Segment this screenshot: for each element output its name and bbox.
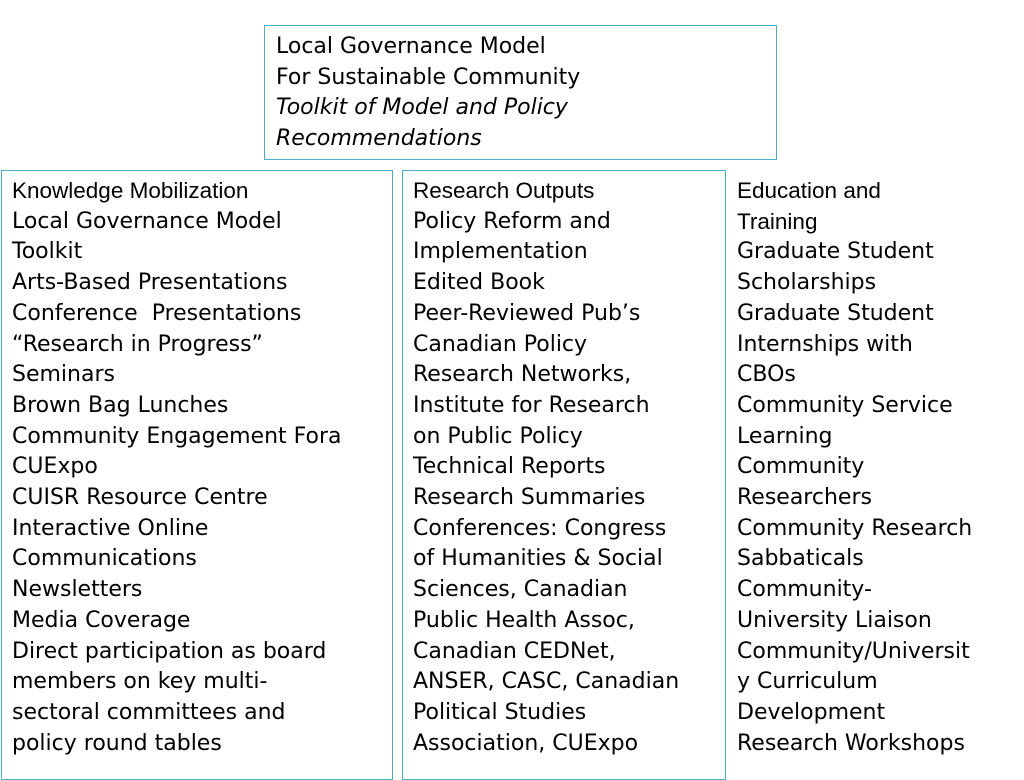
list-item: Direct participation as board — [12, 638, 327, 664]
list-item: Brown Bag Lunches — [12, 392, 229, 418]
subtitle-line-2: Recommendations — [276, 125, 482, 151]
list-item: ANSER, CASC, Canadian — [413, 669, 680, 695]
list-item: Implementation — [413, 239, 588, 265]
education-training-list — [737, 237, 1023, 759]
education-training-box — [726, 170, 1024, 780]
list-item: Research Workshops — [737, 730, 965, 756]
list-item: Sabbaticals — [737, 546, 864, 572]
research-outputs-heading: Research Outputs — [413, 178, 595, 203]
list-item: Conference Presentations — [12, 300, 302, 326]
list-item: Public Health Assoc, — [413, 607, 635, 633]
list-item: policy round tables — [12, 730, 222, 756]
title-box — [264, 25, 777, 160]
list-item: y Curriculum — [737, 669, 878, 695]
list-item: Political Studies — [413, 699, 587, 725]
knowledge-mobilization-heading: Knowledge Mobilization — [12, 178, 249, 203]
list-item: CUExpo — [12, 454, 98, 480]
list-item: of Humanities & Social — [413, 546, 663, 572]
list-item: Researchers — [737, 485, 872, 511]
list-item: Local Governance Model — [12, 208, 282, 234]
list-item: Conferences: Congress — [413, 515, 667, 541]
list-item: Peer-Reviewed Pub’s — [413, 300, 641, 326]
list-item: Canadian CEDNet, — [413, 638, 616, 664]
research-outputs-list — [413, 207, 725, 760]
list-item: Research Summaries — [413, 485, 646, 511]
list-item: Graduate Student — [737, 300, 934, 326]
subtitle-line-1: Toolkit of Model and Policy — [276, 95, 568, 120]
list-item: Communications — [12, 546, 197, 572]
list-item: Scholarships — [737, 270, 877, 296]
list-item: Community Service — [737, 392, 953, 418]
list-item: Learning — [737, 423, 833, 449]
list-item: Internships with — [737, 331, 913, 357]
list-item: members on key multi- — [12, 669, 268, 695]
list-item: Canadian Policy — [413, 331, 588, 357]
list-item: “Research in Progress” — [12, 331, 263, 357]
list-item: Policy Reform and — [413, 208, 611, 234]
list-item: Toolkit — [12, 239, 83, 265]
education-training-heading-line-2: Training — [737, 208, 818, 234]
knowledge-mobilization-list — [12, 207, 392, 760]
list-item: Edited Book — [413, 270, 545, 296]
list-item: Community Research — [737, 515, 973, 541]
education-training-heading-line-1: Education and — [737, 178, 881, 203]
list-item: Seminars — [12, 362, 115, 388]
list-item: Arts-Based Presentations — [12, 270, 288, 296]
research-outputs-box — [402, 170, 726, 780]
list-item: Community Engagement Fora — [12, 423, 342, 449]
list-item: Sciences, Canadian — [413, 577, 628, 603]
list-item: Research Networks, — [413, 362, 632, 388]
list-item: Newsletters — [12, 577, 143, 603]
list-item: Community- — [737, 577, 872, 603]
list-item: Interactive Online — [12, 515, 209, 541]
list-item: Association, CUExpo — [413, 730, 639, 756]
list-item: sectoral committees and — [12, 699, 286, 725]
list-item: Technical Reports — [413, 454, 606, 480]
list-item: CUISR Resource Centre — [12, 485, 268, 511]
list-item: Community/Universit — [737, 638, 970, 664]
list-item: Institute for Research — [413, 392, 650, 418]
knowledge-mobilization-box — [1, 170, 393, 780]
list-item: University Liaison — [737, 607, 932, 633]
list-item: Graduate Student — [737, 239, 934, 265]
list-item: Community — [737, 454, 865, 480]
list-item: Media Coverage — [12, 607, 191, 633]
list-item: on Public Policy — [413, 423, 583, 449]
title-line-2: For Sustainable Community — [276, 64, 581, 90]
title-line-1: Local Governance Model — [276, 34, 546, 59]
list-item: Development — [737, 699, 886, 725]
list-item: CBOs — [737, 362, 796, 388]
